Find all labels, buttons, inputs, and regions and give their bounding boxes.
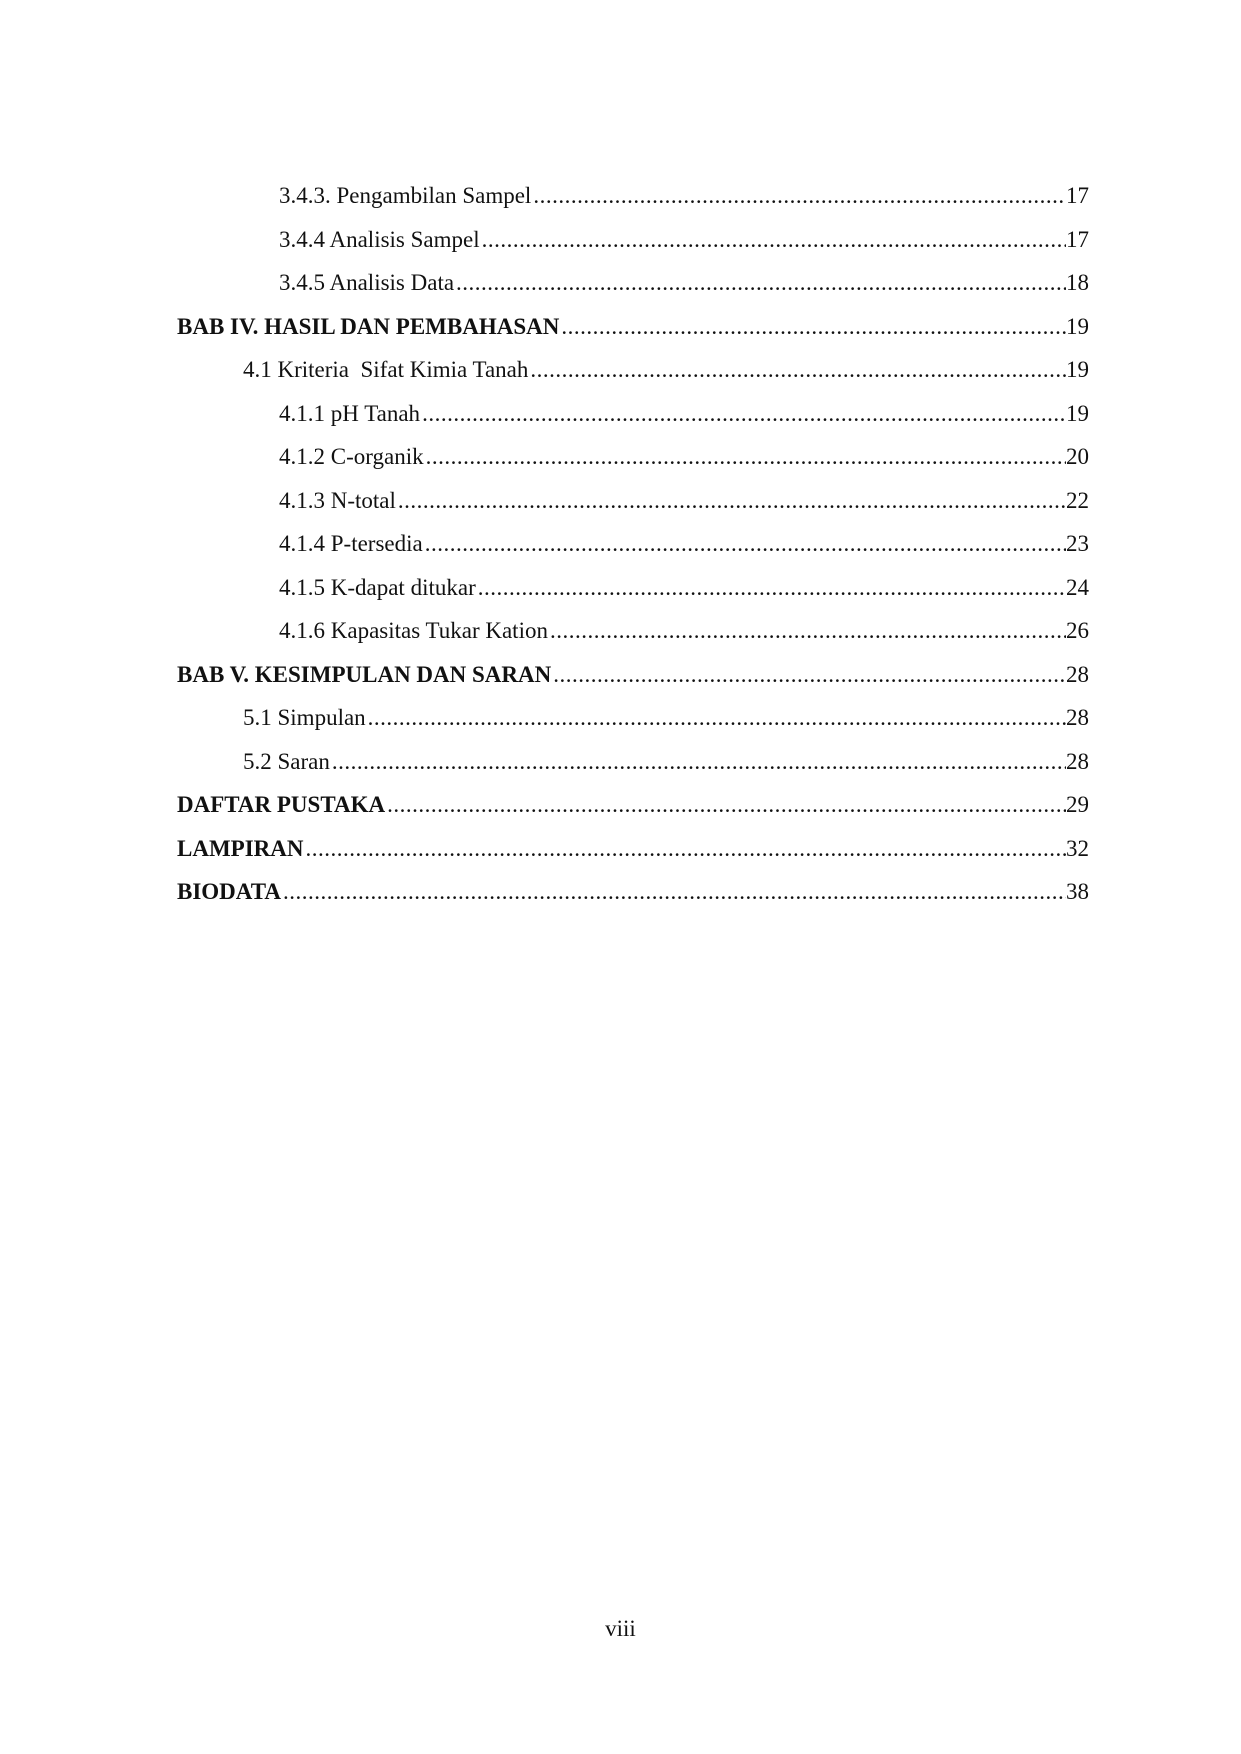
toc-entry-daftar-pustaka[interactable]	[177, 783, 1089, 827]
toc-entry-page: 20	[1066, 444, 1089, 469]
toc-entry-n-total[interactable]	[177, 479, 1089, 523]
toc-entry-label: 3.4.5 Analisis Data	[279, 270, 455, 295]
dot-leader	[426, 435, 1066, 479]
toc-entry-ph-tanah[interactable]	[177, 392, 1089, 436]
toc-entry-page: 26	[1066, 618, 1089, 643]
dot-leader	[553, 653, 1066, 697]
dot-leader	[283, 870, 1066, 914]
dot-leader	[561, 305, 1066, 349]
toc-entry-page: 24	[1066, 574, 1089, 600]
page-number: viii	[605, 1616, 636, 1641]
toc-entry-label: 4.1.1 pH Tanah	[279, 400, 421, 426]
toc-entry-label: 4.1.4 P-tersedia	[279, 531, 423, 556]
dot-leader	[368, 696, 1066, 740]
toc-entry-kapasitas-tukar-kation[interactable]	[177, 609, 1089, 653]
dot-leader	[550, 609, 1066, 653]
toc-entry-page: 23	[1066, 531, 1089, 556]
toc-entry-k-dapat-ditukar[interactable]	[177, 566, 1089, 610]
dot-leader	[332, 740, 1066, 784]
toc-entry-pengambilan-sampel[interactable]	[177, 174, 1089, 218]
dot-leader	[478, 566, 1066, 610]
toc-entry-page: 19	[1066, 313, 1089, 339]
toc-entry-label: 4.1.6 Kapasitas Tukar Kation	[279, 618, 548, 643]
toc-entry-page: 17	[1066, 183, 1089, 208]
toc-entry-page: 18	[1066, 270, 1089, 295]
toc-entry-page: 32	[1066, 835, 1089, 861]
toc-entry-page: 28	[1066, 661, 1089, 687]
toc-entry-analisis-data[interactable]	[177, 261, 1089, 305]
dot-leader	[398, 479, 1066, 523]
toc-entry-label: BAB IV. HASIL DAN PEMBAHASAN	[177, 313, 560, 339]
toc-entry-kriteria-sifat-kimia[interactable]	[177, 348, 1089, 392]
dot-leader	[530, 348, 1066, 392]
toc-entry-page: 29	[1066, 792, 1089, 817]
toc-entry-page: 38	[1066, 879, 1089, 904]
toc-entry-label: 5.2 Saran	[243, 748, 330, 774]
toc-entry-label: 3.4.4 Analisis Sampel	[279, 226, 480, 252]
toc-entry-simpulan[interactable]	[177, 696, 1089, 740]
toc-entry-page: 28	[1066, 705, 1089, 730]
toc-entry-label: 4.1.3 N-total	[279, 487, 396, 513]
toc-entry-page: 19	[1066, 357, 1089, 382]
toc-entry-label: LAMPIRAN	[177, 835, 304, 861]
toc-entry-label: BIODATA	[177, 879, 281, 904]
toc-entry-saran[interactable]	[177, 740, 1089, 784]
dot-leader	[306, 827, 1067, 871]
toc-entry-page: 22	[1066, 487, 1089, 513]
toc-entry-page: 19	[1066, 400, 1089, 426]
dot-leader	[482, 218, 1066, 262]
toc-entry-label: 4.1.5 K-dapat ditukar	[279, 574, 476, 600]
toc-entry-label: BAB V. KESIMPULAN DAN SARAN	[177, 661, 552, 687]
toc-entry-bab-iv[interactable]	[177, 305, 1089, 349]
toc-entry-p-tersedia[interactable]	[177, 522, 1089, 566]
dot-leader	[456, 261, 1066, 305]
dot-leader	[425, 522, 1066, 566]
toc-entry-biodata[interactable]	[177, 870, 1089, 914]
toc-entry-bab-v[interactable]	[177, 653, 1089, 697]
toc-entry-label: DAFTAR PUSTAKA	[177, 792, 386, 817]
toc-entry-label: 4.1 Kriteria Sifat Kimia Tanah	[243, 357, 529, 382]
dot-leader	[422, 392, 1066, 436]
dot-leader	[387, 783, 1066, 827]
toc-entry-lampiran[interactable]	[177, 827, 1089, 871]
toc-entry-label: 3.4.3. Pengambilan Sampel	[279, 183, 532, 208]
toc-entry-page: 28	[1066, 748, 1089, 774]
toc-entry-c-organik[interactable]	[177, 435, 1089, 479]
toc-entry-analisis-sampel[interactable]	[177, 218, 1089, 262]
table-of-contents	[177, 174, 1089, 914]
toc-entry-page: 17	[1066, 226, 1089, 252]
toc-entry-label: 5.1 Simpulan	[243, 705, 366, 730]
dot-leader	[533, 174, 1066, 218]
toc-entry-label: 4.1.2 C-organik	[279, 444, 424, 469]
